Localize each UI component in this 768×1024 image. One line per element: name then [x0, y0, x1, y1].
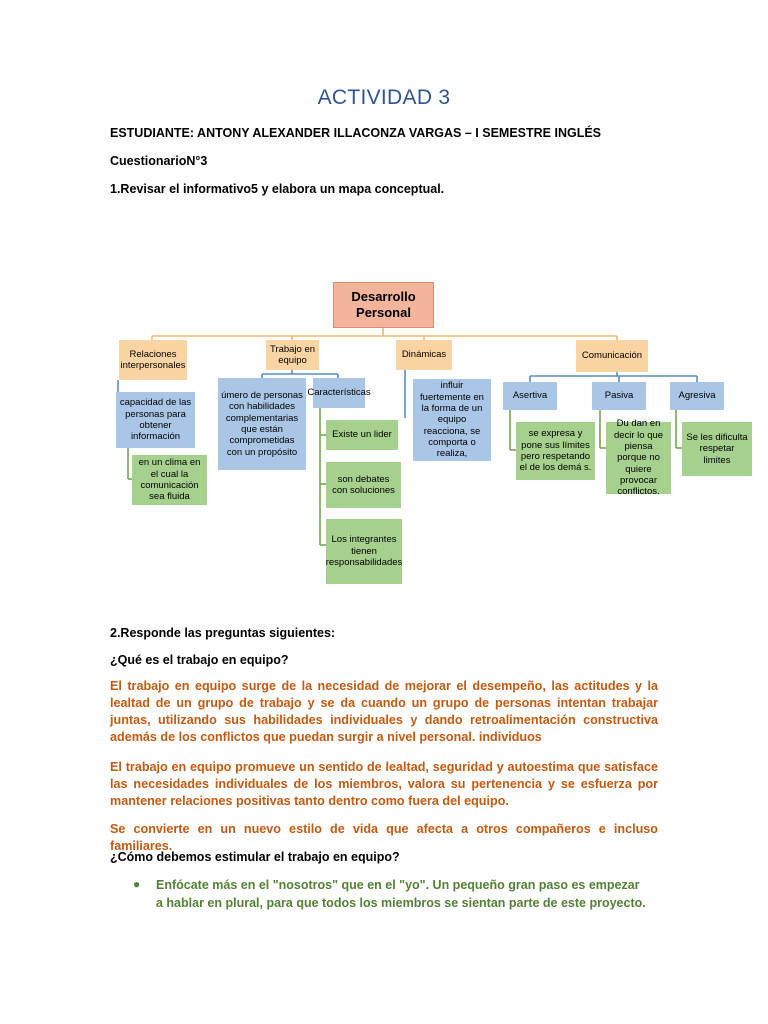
- map-node-agresiva: Agresiva: [670, 382, 724, 410]
- map-node-clima: en un clima en el cual la comunicación sea fluida: [132, 455, 207, 505]
- orange-connectors: [152, 328, 617, 340]
- map-node-asertiva: Asertiva: [503, 382, 557, 410]
- section-2-heading: 2.Responde las preguntas siguientes:: [110, 626, 336, 640]
- map-node-caracteristicas: Características: [313, 378, 365, 408]
- question-2: ¿Cómo debemos estimular el trabajo en equipo?: [110, 850, 400, 864]
- map-node-lider: Existe un lider: [326, 420, 398, 450]
- answer-paragraph-1: El trabajo en equipo surge de la necesidad de mejorar el desempeño, las actitudes y la lealtad de un grupo de trabajo y se da cuando un grupo de personas intentan trabajar juntas, utilizando sus habilidades individuales y dando retroalimentación constructiva además de los conflictos que puedan surgir a nivel personal. individuos: [110, 679, 658, 744]
- map-node-pasiva-desc: Du dan en decir lo que piensa porque no quiere provocar conflictos.: [606, 422, 671, 494]
- map-node-agresiva-desc: Se les dificulta respetar limites: [682, 422, 752, 476]
- student-line: ESTUDIANTE: ANTONY ALEXANDER ILLACONZA VARGAS – I SEMESTRE INGLÉS: [110, 126, 602, 140]
- map-branch-relaciones: Relaciones interpersonales: [119, 340, 187, 380]
- page-title: ACTIVIDAD 3: [317, 86, 451, 109]
- bullet-marker: ●: [133, 877, 141, 891]
- answer-paragraph-2: El trabajo en equipo promueve un sentido de lealtad, seguridad y autoestima que satisface las necesidades individuales de los miembros, valora su pertenencia y se esfuerza por mantener relaciones positivas tanto dentro como fuera del equipo.: [110, 760, 658, 808]
- questionnaire-line: CuestionarioN°3: [110, 154, 208, 168]
- map-branch-comunicacion: Comunicación: [576, 340, 648, 372]
- map-node-influir: influir fuertemente en la forma de un equipo reacciona, se comporta o realiza,: [413, 379, 491, 461]
- map-node-integrantes: Los integrantes tienen responsabilidades: [326, 519, 402, 584]
- question-1: ¿Qué es el trabajo en equipo?: [110, 653, 289, 667]
- answer-paragraph-3: Se convierte en un nuevo estilo de vida que afecta a otros compañeros e incluso familiares.: [110, 822, 658, 853]
- map-root-desarrollo-personal: Desarrollo Personal: [333, 282, 434, 328]
- green-connectors: [128, 408, 682, 545]
- map-node-asertiva-desc: se expresa y pone sus límites pero respetando el de los demá s.: [516, 422, 595, 480]
- map-node-numero: úmero de personas con habilidades complementarias que están comprometidas con un propósito: [218, 378, 306, 470]
- map-node-capacidad: capacidad de las personas para obtener información: [116, 392, 195, 448]
- map-branch-dinamicas: Dinámicas: [396, 340, 452, 370]
- bullet-item-1: Enfócate más en el "nosotros" que en el "yo". Un pequeño gran paso es empezar a hablar en plural, para que todos los miembros se sientan parte de este proyecto.: [156, 878, 646, 910]
- task-1-line: 1.Revisar el informativo5 y elabora un mapa conceptual.: [110, 182, 445, 196]
- map-branch-trabajo: Trabajo en equipo: [266, 340, 319, 370]
- map-node-debates: son debates con soluciones: [326, 462, 401, 508]
- map-node-pasiva: Pasiva: [592, 382, 646, 410]
